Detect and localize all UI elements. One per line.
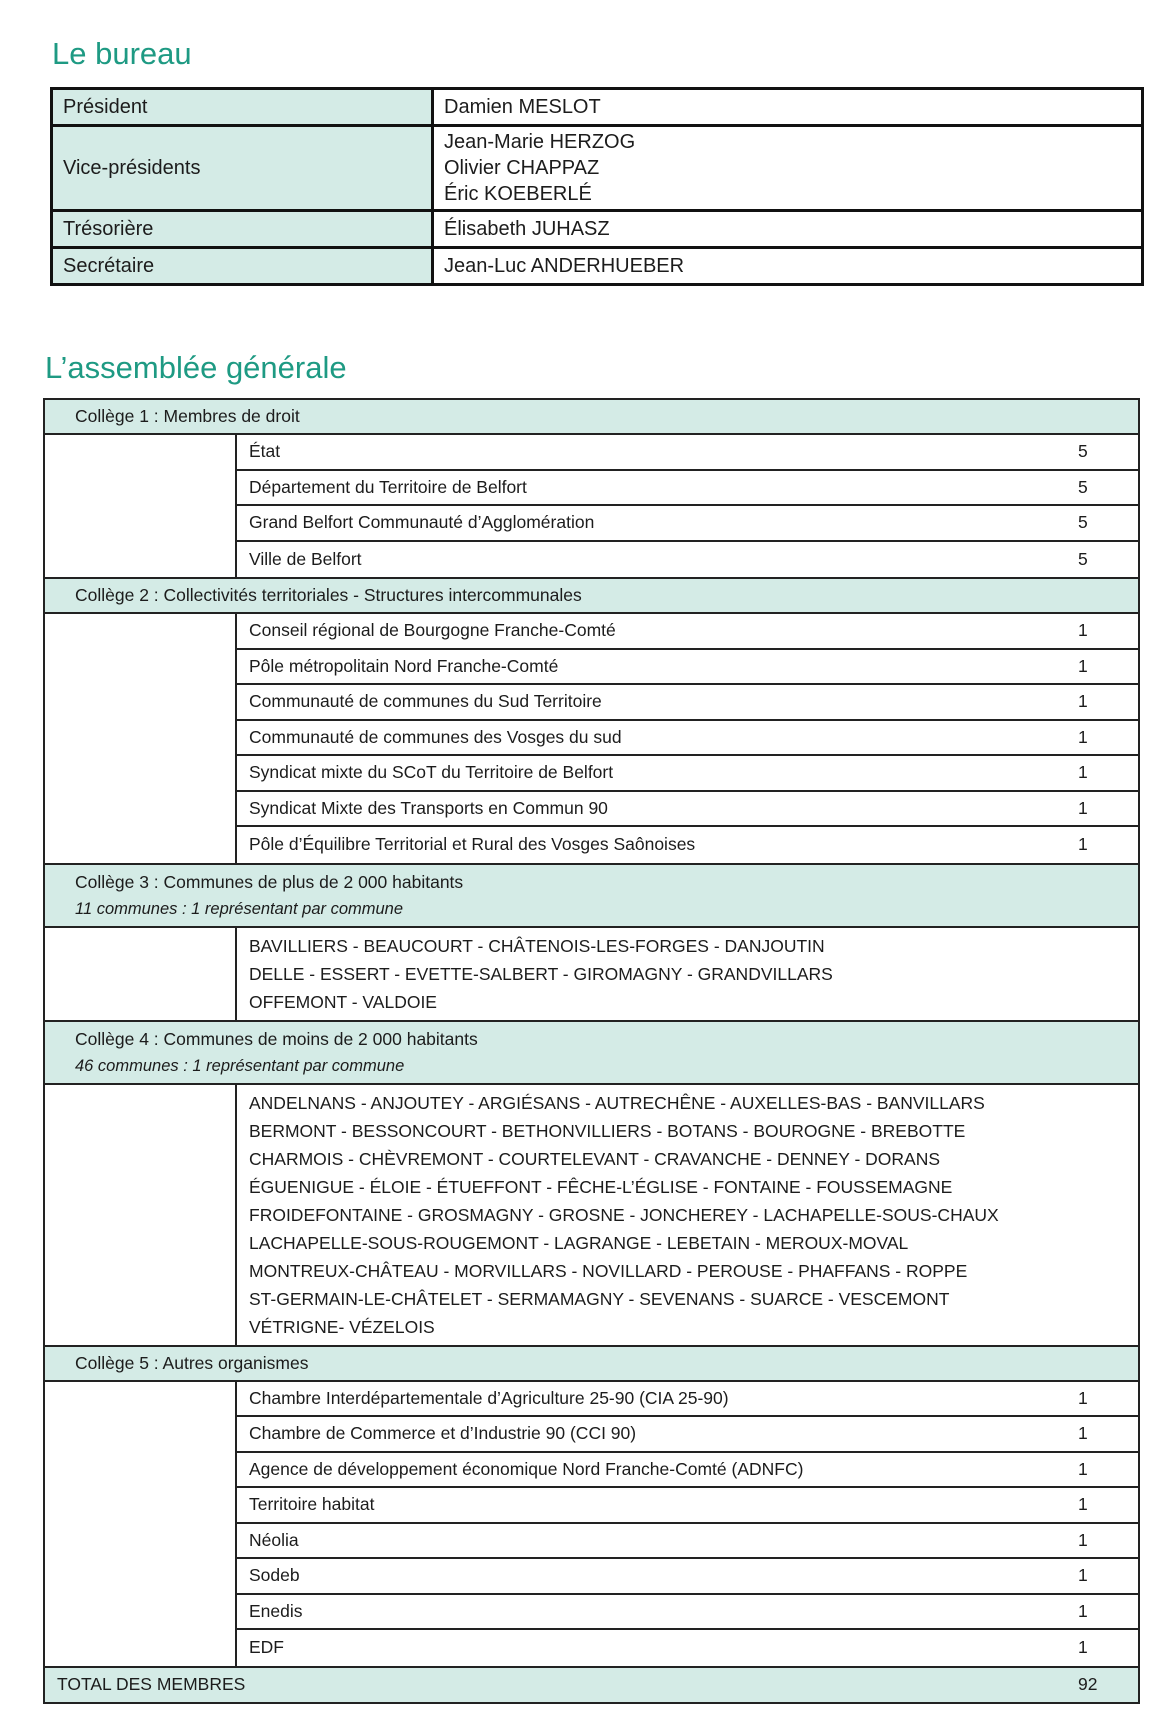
- member-row: [237, 1595, 1138, 1631]
- bureau-names: [433, 89, 1143, 126]
- member-name: Syndicat Mixte des Transports en Commun 90: [249, 797, 608, 818]
- member-count: 1: [1078, 834, 1088, 855]
- bureau-role: Trésorière: [52, 211, 433, 248]
- total-row: [45, 1668, 1138, 1702]
- bureau-role: Vice-présidents: [52, 126, 433, 211]
- member-row: [237, 756, 1138, 792]
- member-row: [237, 614, 1138, 650]
- communes-list: [237, 928, 1138, 1020]
- member-count: 5: [1078, 512, 1088, 533]
- member-count: 5: [1078, 441, 1088, 462]
- member-name: Conseil régional de Bourgogne Franche-Comté: [249, 620, 616, 641]
- member-row: [237, 1524, 1138, 1560]
- bureau-row: [52, 89, 1143, 126]
- college-2-body: [45, 614, 1138, 865]
- member-name: Néolia: [249, 1529, 299, 1550]
- member-name: Chambre Interdépartementale d’Agriculture 25-90 (CIA 25-90): [249, 1387, 729, 1408]
- member-count: 5: [1078, 476, 1088, 497]
- bureau-role: Président: [52, 89, 433, 126]
- member-count: 1: [1078, 1458, 1088, 1479]
- member-count: 1: [1078, 1494, 1088, 1515]
- member-count: 1: [1078, 1637, 1088, 1658]
- member-row: [237, 435, 1138, 471]
- member-name: État: [249, 441, 281, 462]
- member-row: [237, 721, 1138, 757]
- member-row: [237, 1453, 1138, 1489]
- member-name: Communauté de communes des Vosges du sud: [249, 726, 622, 747]
- bureau-title: Le bureau: [52, 36, 192, 71]
- bureau-name: Éric KOEBERLÉ: [444, 183, 592, 205]
- member-name: Ville de Belfort: [249, 548, 362, 569]
- bureau-names: [433, 248, 1143, 285]
- member-name: Territoire habitat: [249, 1494, 375, 1515]
- college-5-body: [45, 1382, 1138, 1668]
- college-subtitle: 46 communes : 1 représentant par commune: [75, 1056, 405, 1075]
- assemblee-table: [43, 398, 1140, 1704]
- bureau-name: Damien MESLOT: [444, 96, 601, 118]
- bureau-table: [50, 87, 1144, 286]
- member-row: [237, 542, 1138, 578]
- communes-line: DELLE - ESSERT - EVETTE-SALBERT - GIROMAGNY - GRANDVILLARS: [249, 963, 833, 984]
- member-row: [237, 650, 1138, 686]
- bureau-role: Secrétaire: [52, 248, 433, 285]
- member-count: 1: [1078, 1600, 1088, 1621]
- bureau-row: [52, 126, 1143, 211]
- total-label: TOTAL DES MEMBRES: [57, 1674, 246, 1694]
- communes-line: MONTREUX-CHÂTEAU - MORVILLARS - NOVILLARD - PEROUSE - PHAFFANS - ROPPE: [249, 1260, 968, 1281]
- college-3-header: [45, 865, 1138, 928]
- college-3-body: [45, 928, 1138, 1022]
- college-5-header: Collège 5 : Autres organismes: [45, 1347, 1138, 1382]
- member-row: [237, 827, 1138, 863]
- bureau-name: Jean-Marie HERZOG: [444, 131, 636, 153]
- bureau-row: [52, 211, 1143, 248]
- member-count: 1: [1078, 726, 1088, 747]
- college-1-body: [45, 435, 1138, 579]
- member-row: [237, 1559, 1138, 1595]
- communes-line: FROIDEFONTAINE - GROSMAGNY - GROSNE - JONCHEREY - LACHAPELLE-SOUS-CHAUX: [249, 1204, 999, 1225]
- communes-line: ANDELNANS - ANJOUTEY - ARGIÉSANS - AUTRECHÊNE - AUXELLES-BAS - BANVILLARS: [249, 1092, 985, 1113]
- member-name: EDF: [249, 1637, 284, 1658]
- member-row: [237, 1417, 1138, 1453]
- member-name: Communauté de communes du Sud Territoire: [249, 691, 602, 712]
- bureau-names: [433, 211, 1143, 248]
- member-count: 5: [1078, 548, 1088, 569]
- communes-line: BAVILLIERS - BEAUCOURT - CHÂTENOIS-LES-FORGES - DANJOUTIN: [249, 935, 825, 956]
- member-row: [237, 685, 1138, 721]
- communes-line: OFFEMONT - VALDOIE: [249, 991, 437, 1012]
- member-name: Sodeb: [249, 1565, 300, 1586]
- member-count: 1: [1078, 1387, 1088, 1408]
- bureau-name: Jean-Luc ANDERHUEBER: [444, 255, 685, 277]
- college-4-body: [45, 1085, 1138, 1347]
- member-count: 1: [1078, 655, 1088, 676]
- communes-line: VÉTRIGNE- VÉZELOIS: [249, 1316, 435, 1337]
- bureau-name: Élisabeth JUHASZ: [444, 218, 610, 240]
- member-name: Département du Territoire de Belfort: [249, 476, 527, 497]
- member-row: [237, 1488, 1138, 1524]
- bureau-row: [52, 248, 1143, 285]
- member-count: 1: [1078, 1565, 1088, 1586]
- communes-line: CHARMOIS - CHÈVREMONT - COURTELEVANT - CRAVANCHE - DENNEY - DORANS: [249, 1148, 941, 1169]
- college-2-header: Collège 2 : Collectivités territoriales - Structures intercommunales: [45, 579, 1138, 614]
- bureau-names: [433, 126, 1143, 211]
- member-row: [237, 792, 1138, 828]
- assemblee-title: L’assemblée générale: [45, 350, 347, 385]
- member-row: [237, 506, 1138, 542]
- member-row: [237, 1382, 1138, 1418]
- member-name: Agence de développement économique Nord Franche-Comté (ADNFC): [249, 1458, 804, 1479]
- member-count: 1: [1078, 620, 1088, 641]
- member-count: 1: [1078, 691, 1088, 712]
- member-count: 1: [1078, 797, 1088, 818]
- member-name: Enedis: [249, 1600, 303, 1621]
- member-count: 1: [1078, 762, 1088, 783]
- college-1-header: Collège 1 : Membres de droit: [45, 400, 1138, 435]
- college-4-header: [45, 1022, 1138, 1085]
- member-name: Syndicat mixte du SCoT du Territoire de Belfort: [249, 762, 614, 783]
- communes-line: ST-GERMAIN-LE-CHÂTELET - SERMAMAGNY - SEVENANS - SUARCE - VESCEMONT: [249, 1288, 950, 1309]
- member-row: [237, 471, 1138, 507]
- member-count: 1: [1078, 1529, 1088, 1550]
- member-count: 1: [1078, 1423, 1088, 1444]
- bureau-name: Olivier CHAPPAZ: [444, 157, 600, 179]
- college-title: Collège 3 : Communes de plus de 2 000 habitants: [75, 871, 464, 892]
- communes-line: ÉGUENIGUE - ÉLOIE - ÉTUEFFONT - FÊCHE-L’ÉGLISE - FONTAINE - FOUSSEMAGNE: [249, 1176, 953, 1197]
- total-count: 92: [1078, 1674, 1098, 1694]
- member-name: Chambre de Commerce et d’Industrie 90 (CCI 90): [249, 1423, 637, 1444]
- member-row: [237, 1630, 1138, 1666]
- college-subtitle: 11 communes : 1 représentant par commune: [75, 899, 404, 918]
- member-name: Pôle métropolitain Nord Franche-Comté: [249, 655, 559, 676]
- member-name: Pôle d’Équilibre Territorial et Rural des Vosges Saônoises: [249, 834, 696, 855]
- member-name: Grand Belfort Communauté d’Agglomération: [249, 512, 595, 533]
- college-title: Collège 4 : Communes de moins de 2 000 habitants: [75, 1028, 478, 1049]
- communes-list: [237, 1085, 1138, 1345]
- communes-line: LACHAPELLE-SOUS-ROUGEMONT - LAGRANGE - LEBETAIN - MEROUX-MOVAL: [249, 1232, 909, 1253]
- communes-line: BERMONT - BESSONCOURT - BETHONVILLIERS - BOTANS - BOUROGNE - BREBOTTE: [249, 1120, 966, 1141]
